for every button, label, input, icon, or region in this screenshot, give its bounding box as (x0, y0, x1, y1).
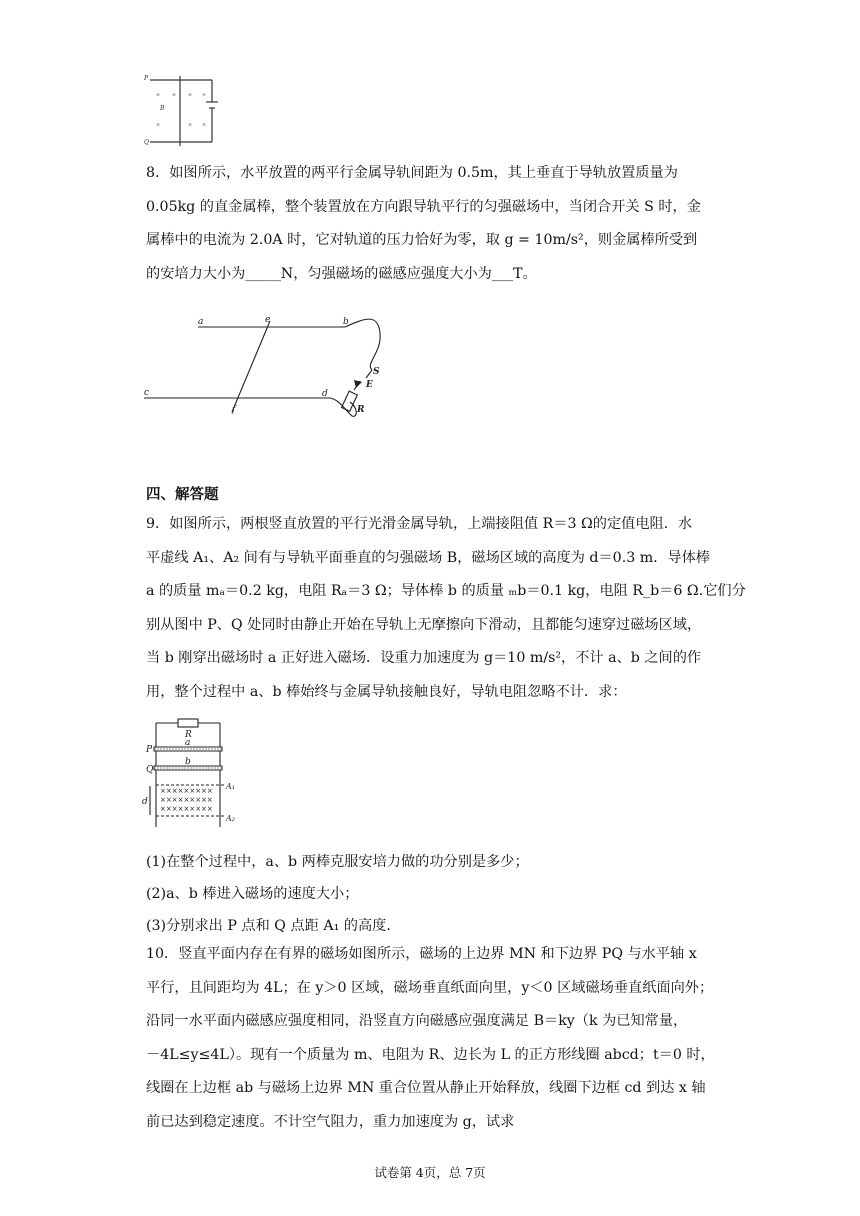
q8-text (146, 157, 726, 291)
fig-top-label-p: P (144, 75, 149, 82)
q9-subquestion-1: (1)在整个过程中，a、b 两棒克服安培力做的功分别是多少； (146, 854, 529, 870)
fig-top-label-q: Q (144, 139, 149, 146)
svg-text:×: × (156, 92, 161, 98)
q10-text (146, 938, 726, 1139)
svg-text:×: × (156, 122, 161, 128)
q9-fig-label-p: P (146, 745, 153, 755)
q10-line-5: 线圈在上边框 ab 与磁场上边界 MN 重合位置从静止开始释放，线圈下边框 cd 到达 x 轴 (146, 1080, 706, 1096)
q10-line-2: 平行，且间距均为 4L；在 y＞0 区域，磁场垂直纸面向里，y＜0 区域磁场垂直纸面向外； (146, 979, 714, 996)
q9-fig-label-a2: A₂ (226, 814, 235, 823)
q9-rail-figure (140, 715, 250, 835)
q8-line-3: 属棒中的电流为 2.0A 时，它对轨道的压力恰好为零，取 g = 10m/s²，则金属棒所受到 (146, 232, 698, 248)
q8-line-4: 的安培力大小为_____N，匀强磁场的磁感应强度大小为___T。 (146, 265, 537, 282)
q8-fig-label-a: a (198, 317, 204, 327)
page-footer: 试卷第 4页，总 7页 (374, 1165, 486, 1180)
svg-text:×××××××××: ××××××××× (160, 805, 213, 813)
q8-fig-label-r: R (357, 405, 365, 415)
q9-line-2: 平虚线 A₁、A₂ 间有与导轨平面垂直的匀强磁场 B，磁场区域的高度为 d＝0.3 m．导体棒 (146, 549, 710, 566)
q9-fig-label-a1: A₁ (226, 782, 235, 791)
q8-fig-label-s: S (373, 367, 380, 377)
q8-fig-label-f: f (232, 405, 236, 415)
svg-text:×: × (202, 122, 207, 128)
q8-fig-label-e-source: E (366, 380, 373, 390)
svg-text:×: × (188, 122, 193, 128)
q8-line-2: 0.05kg 的直金属棒，整个装置放在方向跟导轨平行的匀强磁场中，当闭合开关 S 时，金 (146, 198, 701, 215)
svg-text:×: × (188, 92, 193, 98)
q9-fig-label-r: R (185, 730, 192, 740)
q9-text (146, 508, 746, 709)
q9-fig-label-b: b (185, 757, 191, 767)
q9-subquestion-2: (2)a、b 棒进入磁场的速度大小； (146, 886, 359, 902)
fig-top-label-b: B (160, 105, 165, 112)
q10-line-1: 10．竖直平面内存在有界的磁场如图所示，磁场的上边界 MN 和下边界 PQ 与水平轴 x (146, 946, 697, 962)
q10-line-3: 沿同一水平面内磁感应强度相同，沿竖直方向磁感应强度满足 B＝ky（k 为已知常量， (146, 1013, 688, 1029)
q8-fig-label-e: e (265, 315, 271, 325)
q9-line-1: 9．如图所示，两根竖直放置的平行光滑金属导轨，上端接阻值 R＝3 Ω的定值电阻．水 (146, 516, 693, 532)
top-circuit-figure (140, 72, 235, 147)
q9-line-4: 别从图中 P、Q 处同时由静止开始在导轨上无摩擦向下滑动，且都能匀速穿过磁场区域， (146, 616, 702, 633)
section-heading: 四、解答题 (146, 487, 219, 503)
svg-text:×××××××××: ××××××××× (160, 796, 213, 804)
q8-fig-label-b: b (343, 317, 349, 327)
q9-line-6: 用，整个过程中 a、b 棒始终与金属导轨接触良好，导轨电阻忽略不计．求： (146, 683, 627, 700)
q8-rail-figure (140, 308, 400, 433)
q8-fig-label-c: c (144, 388, 150, 398)
q8-line-1: 8．如图所示，水平放置的两平行金属导轨间距为 0.5m，其上垂直于导轨放置质量为 (146, 165, 678, 181)
q9-line-5: 当 b 刚穿出磁场时 a 正好进入磁场．设重力加速度为 g＝10 m/s²，不计 a、b 之间的作 (146, 650, 702, 666)
q9-fig-label-a: a (185, 738, 191, 748)
q10-line-6: 前已达到稳定速度。不计空气阻力，重力加速度为 g，试求 (146, 1113, 515, 1130)
q9-fig-label-q: Q (146, 765, 154, 775)
q9-line-3: a 的质量 mₐ＝0.2 kg，电阻 Rₐ＝3 Ω；导体棒 b 的质量 ₘb＝0.1 kg，电阻 R_b＝6 Ω.它们分 (146, 583, 746, 599)
svg-text:×××××××××: ××××××××× (160, 787, 213, 795)
q8-fig-label-d: d (322, 389, 328, 399)
q9-subquestion-3: (3)分别求出 P 点和 Q 点距 A₁ 的高度． (146, 918, 401, 934)
q10-line-4: －4L≤y≤4L）。现有一个质量为 m、电阻为 R、边长为 L 的正方形线圈 abcd；t＝0 时， (146, 1046, 715, 1063)
svg-text:×: × (172, 92, 177, 98)
svg-text:×: × (202, 92, 207, 98)
q9-fig-label-d: d (142, 797, 148, 807)
